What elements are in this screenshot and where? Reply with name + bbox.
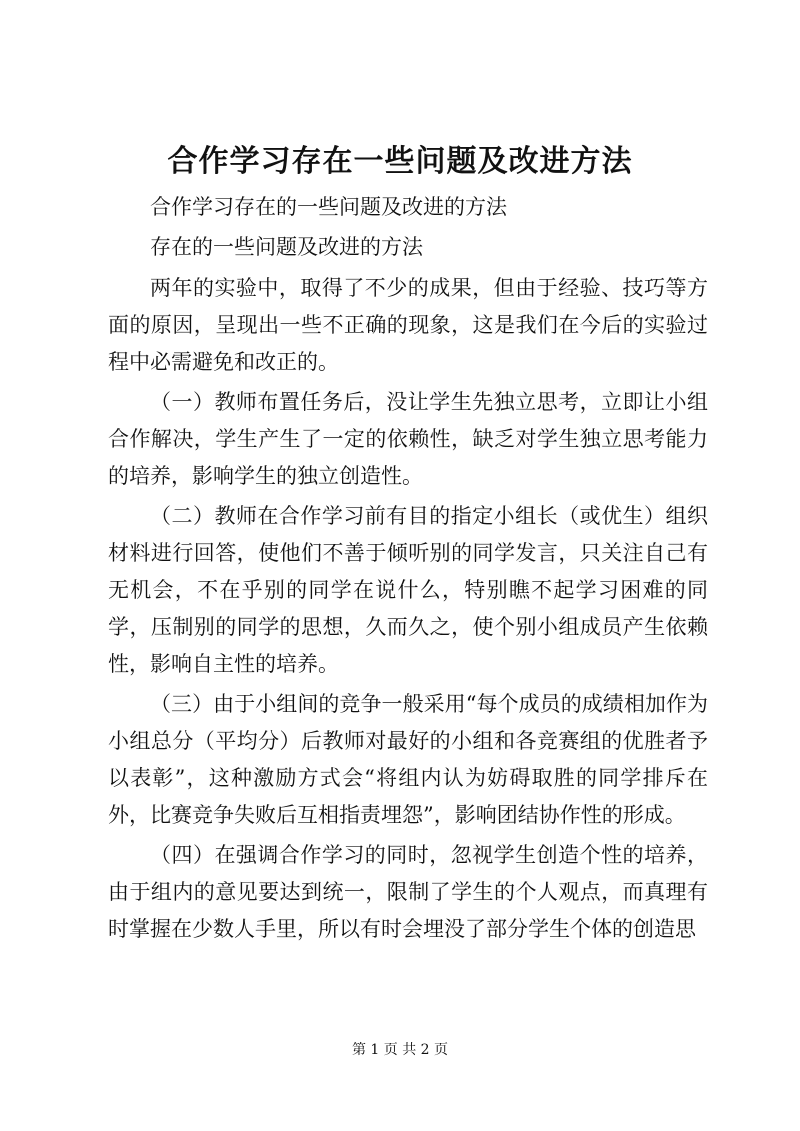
document-title: 合作学习存在一些问题及改进方法 xyxy=(167,144,633,179)
page-number-footer: 第 1 页 共 2 页 xyxy=(351,1042,449,1058)
paragraph-intro: 两年的实验中，取得了不少的成果，但由于经验、技巧等方面的原因，呈现出一些不正确的现象，这是我们在今后的实验过程中必需避免和改正的。 xyxy=(108,276,708,374)
subtitle-2: 存在的一些问题及改进的方法 xyxy=(150,235,423,259)
paragraph-problem-1: （一）教师布置任务后，没让学生先独立思考，立即让小组合作解决，学生产生了一定的依赖性，缺乏对学生独立思考能力的培养，影响学生的独立创造性。 xyxy=(108,390,708,488)
paragraph-problem-4: （四）在强调合作学习的同时，忽视学生创造个性的培养，由于组内的意见要达到统一，限制了学生的个人观点，而真理有时掌握在少数人手里，所以有时会埋没了部分学生个体的创造思 xyxy=(108,843,708,941)
document-body xyxy=(108,187,708,948)
subtitle-1: 合作学习存在的一些问题及改进的方法 xyxy=(150,195,507,219)
paragraph-problem-2: （二）教师在合作学习前有目的指定小组长（或优生）组织材料进行回答，使他们不善于倾听别的同学发言，只关注自己有无机会，不在乎别的同学在说什么，特别瞧不起学习困难的同学，压制别的同学的思想，久而久之，使个别小组成员产生依赖性，影响自主性的培养。 xyxy=(108,504,708,676)
paragraph-problem-3: （三）由于小组间的竞争一般采用“每个成员的成绩相加作为小组总分（平均分）后教师对最好的小组和各竞赛组的优胜者予以表彰”，这种激励方式会“将组内认为妨碍取胜的同学排斥在外，比赛竞争失败后互相指责埋怨”，影响团结协作性的形成。 xyxy=(108,692,708,827)
